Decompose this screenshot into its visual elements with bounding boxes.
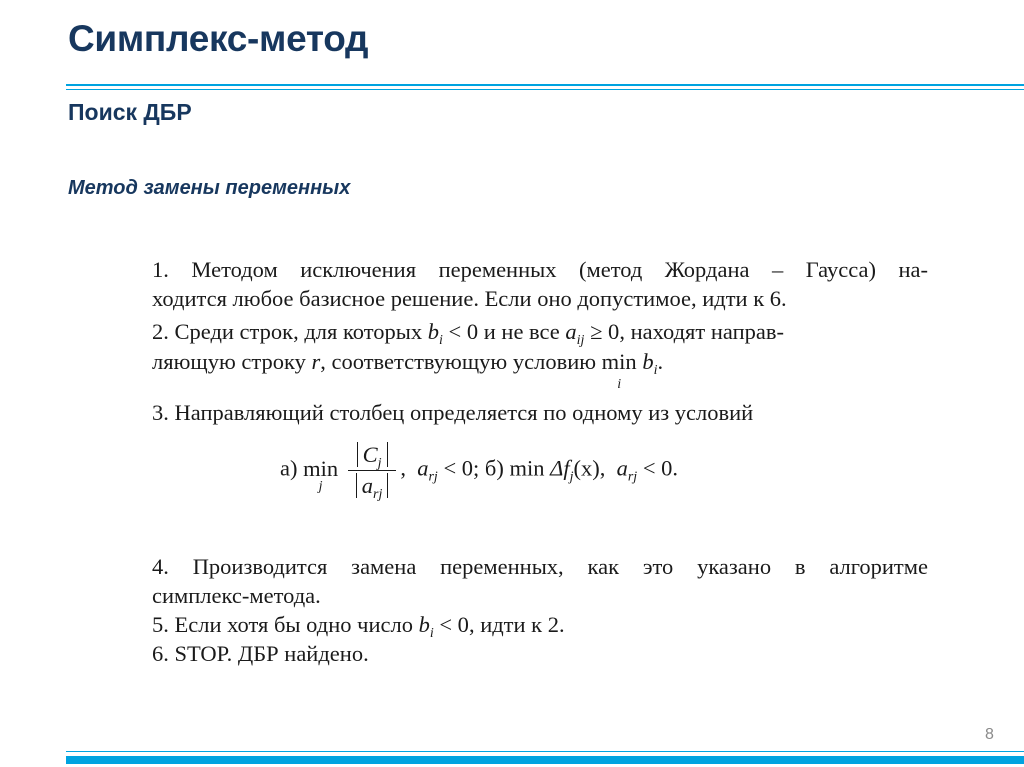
min-operator: min i [601,349,637,392]
step2-line2: ляющую строку r, соответствующую условию min i $b_i$. [152,349,664,392]
step1-line2: ходится любое базисное решение. Если оно допустимое, идти к 6. [152,286,787,311]
footer-divider [66,756,1024,764]
slide-title: Симплекс-метод [68,18,369,59]
step1-line1: 1. Методом исключения переменных (метод Жордана – Гаусса) на- [152,257,928,282]
page-number: 8 [985,726,994,743]
slide-subheading: Метод замены переменных [68,177,351,199]
title-divider-thin [66,89,1024,90]
min-operator-j: min j [303,455,339,494]
slide-subtitle: Поиск ДБР [68,99,192,125]
title-divider [66,84,1024,86]
step4-line1: 4. Производится замена переменных, как это указано в алгоритме [152,554,928,579]
step3: 3. Направляющий столбец определяется по одному из условий [152,400,754,425]
step6: 6. STOP. ДБР найдено. [152,641,369,666]
step4-line2: симплекс-метода. [152,583,321,608]
ratio-fraction: $\frac{C_j}{a_{rj}}$ [348,440,397,501]
step2-line1: 2. Среди строк, для которых $b_i < 0$ и не все $a_{ij} \ge 0$, находят направ- [152,319,784,348]
selection-formula: а) min j $\frac{C_j}{a_{rj}}$ , $a_{rj} < 0$; б) $\min \Delta f_j(x)$, $a_{rj} < 0$. [280,442,679,502]
footer-divider-thin [66,751,1024,752]
step5: 5. Если хотя бы одно число $b_i < 0$, идти к 2. [152,612,565,641]
